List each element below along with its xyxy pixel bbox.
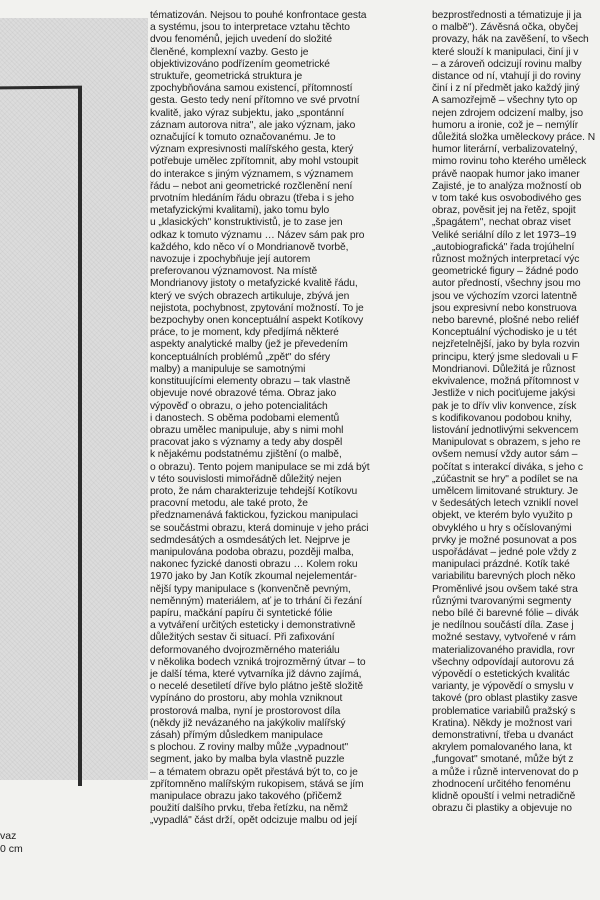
text-line: aspekty analytické malby (jež je převedením [150, 339, 348, 351]
artwork-chain-vertical [78, 86, 82, 786]
text-line: obrazu či plastiky a objevuje no [432, 803, 572, 815]
text-line: nakonec fyzické danosti obrazu … Kolem roku [150, 559, 358, 571]
artwork-photo [0, 18, 148, 780]
text-line: nebo barevné, plošné nebo reliéf [432, 315, 579, 327]
caption-line: 0 cm [0, 842, 23, 855]
text-line: v šedesátých letech vzniklí novel [432, 498, 579, 510]
text-line: zpochybňována samou existencí, přítomností [150, 83, 353, 95]
text-line: bezpochyby onen konceptuální aspekt Kotíkovy [150, 315, 364, 327]
text-line: význam expresivnosti malířského gesta, který [150, 144, 354, 156]
text-line: zpřítomněno malířským rukopisem, stává se jím [150, 778, 364, 790]
text-line: navozuje i zpochybňuje její autorem [150, 254, 311, 266]
text-line: konstituujícími elementy obrazu – tak vlastně [150, 376, 351, 388]
text-line: mimo rovinu toho kterého uměleck [432, 156, 587, 168]
text-line: a systému, jsou to interpretace vztahu těchto [150, 22, 350, 34]
text-line: možné sestavy, vytvořené v rám [432, 632, 576, 644]
text-line: různými tvarovanými segmenty [432, 595, 572, 607]
text-line: práce, to je moment, kdy předjímá některé [150, 327, 339, 339]
text-line: Kratina). Někdy je možnost vari [432, 717, 572, 729]
text-line: listování jednotlivými sekvencem [432, 424, 579, 436]
text-line: struktuře, geometrická struktura je [150, 71, 303, 83]
text-line: Proměnlivé jsou ovšem také stra [432, 583, 578, 595]
text-line: Mondrianovy jistoty o metafyzické kvalitě řádu, [150, 278, 358, 290]
text-line: a může i různě intervenovat do p [432, 766, 579, 778]
text-line: manipulace obrazu jako takového (přičemž [150, 791, 342, 802]
text-line: nejistota, pochybnost, zpytování možností. To je [150, 302, 364, 314]
text-line: problematice variabilů pražský s [432, 705, 576, 717]
text-line: akrylem pomalovaného lana, kt [432, 742, 572, 754]
text-line: Veliké seriální dílo z let 1973–19 [432, 229, 577, 241]
caption-line: vaz [0, 830, 17, 842]
text-line: k nějakému podstatnému zjištění (o malbě, [150, 449, 342, 461]
text-line: výpověď o obrazu, o jeho potencialitách [150, 400, 328, 412]
text-line: použití dalšího prvku, třeba řetízku, na němž [150, 803, 349, 815]
text-line: proto, že nám charakterizuje tehdejší Kotíkovu [150, 485, 358, 497]
text-line: malby) a manipuluje se samotnými [150, 363, 306, 375]
text-line: pracovat jako s významy a tedy aby dospěl [150, 437, 343, 449]
text-line: A samozřejmě – všechny tyto op [432, 95, 578, 107]
text-line: variabilitu barevných ploch něko [432, 571, 576, 583]
text-line: papíru, mačkání papíru či syntetické fólie [150, 607, 333, 619]
text-line: preferovanou významovost. Na místě [150, 266, 318, 278]
text-line: ovšem nemusí vždy autor sám – [432, 449, 578, 461]
text-line: označující k tomuto označovanému. Je to [150, 132, 336, 144]
text-line: 1970 jako by Jan Kotík zkoumal nejelementár- [150, 571, 357, 583]
text-line: nejen zdrojem odcizení malby, jso [432, 107, 584, 119]
text-line: Manipulovat s obrazem, s jeho re [432, 437, 581, 449]
text-line: pracovní metodu, ale také proto, že [150, 498, 308, 510]
text-line: autor předností, všechny jsou mo [432, 278, 581, 290]
text-line: segment, jako by malba byla vlastně puzzle [150, 754, 345, 766]
middle-text-column [150, 10, 420, 828]
text-line: obvyklého u hry s očíslovanými [432, 522, 572, 534]
text-line: v tom také kus osvobodivého ges [432, 193, 582, 205]
text-line: členěné, komplexní vazby. Gesto je [150, 46, 309, 58]
text-line: záznam autorova nitra", ale jako význam, jako [150, 119, 356, 131]
text-line: kvalitě, jako výraz subjektu, jako „spontánní [150, 107, 345, 119]
text-line: u „klasických" konstruktivistů, je to zase jen [150, 217, 343, 229]
text-line: Konceptuální východisko je u tét [432, 327, 577, 339]
text-line: je další téma, které vytvarníka již dávno zajímá, [150, 668, 362, 680]
text-line: provazy, hák na zavěšení, to všech [432, 34, 589, 46]
text-line: umělcem limitované struktury. Je [432, 485, 578, 497]
text-line: je nedílnou součástí díla. Zase j [432, 620, 574, 632]
text-line: jsou expresivní nebo konstruova [432, 302, 577, 314]
text-line: neměnným) materiálem, ať je to trhání či řezání [150, 595, 363, 607]
text-line: demonstrativní, třeba u dvanáct [432, 729, 574, 741]
text-line: manipulována podoba obrazu, později malba, [150, 546, 354, 558]
text-line: metafyzickými kvalitami), jako tomu bylo [150, 205, 330, 217]
text-line: i danostech. S oběma podobami elementů [150, 412, 340, 424]
text-line: činí i z ní předmět jako každý jiný [432, 83, 580, 95]
text-line: deformovaného dvojrozměrného materiálu [150, 644, 340, 656]
text-line: objekt, ve kterém bylo využito p [432, 510, 573, 522]
text-line: důležitých sestav či situací. Při zafixování [150, 632, 335, 644]
text-line: geometrické figury – žádné podo [432, 266, 579, 278]
text-line: zhodnocení určitého fenoménu [432, 778, 571, 790]
text-line: „autobiografická" řada trojúhelní [432, 241, 575, 253]
text-line: dvou fenoménů, jejich uvedení do složité [150, 34, 333, 46]
text-line: humoru a ironie, což je – nemýlír [432, 119, 579, 131]
text-line: Mondrianovi. Důležitá je různost [432, 363, 576, 375]
text-line: objektivizováno podřízením geometrické [150, 58, 330, 70]
text-line: materializovaného pravidla, rovr [432, 644, 575, 656]
text-line: principu, který jsme sledovali u F [432, 351, 578, 363]
text-line: uspořádávat – jedné pole vždy z [432, 546, 577, 558]
text-line: obrazu umělec manipuluje, aby s nimi mohl [150, 424, 344, 436]
text-line: Zajisté, je to analýza možností ob [432, 180, 582, 192]
text-line: konceptuálních problémů „zpět" do sféry [150, 351, 331, 363]
text-line: nejzřetelnější, jako by byla rozvin [432, 339, 580, 351]
text-line: – a zároveň odcizují rovinu malby [432, 58, 582, 70]
text-line: řádu – nebot ani geometrické rozčlenění není [150, 180, 353, 192]
text-line: zásah) přímým důsledkem manipulace [150, 729, 323, 741]
text-line: všechny odpovídají autorovu zá [432, 656, 574, 668]
text-line: každého, kdo něco ví o Mondrianově tvorbě, [150, 241, 349, 253]
text-line: které slouží k manipulaci, činí ji v [432, 46, 579, 58]
text-line: (někdy již nevázaného na jakýkoliv malířský [150, 717, 346, 729]
artwork-chain-horizontal [0, 86, 82, 90]
text-line: o obrazu). Tento pojem manipulace se mi zdá být [150, 461, 370, 473]
text-line: tématizován. Nejsou to pouhé konfrontace gesta [150, 10, 367, 21]
text-line: a vytváření určitých esteticky i demonstrativně [150, 620, 356, 632]
text-line: „fungovat" smotané, může být z [432, 754, 574, 766]
text-line: nější typy manipulace s (konvenčně pevným, [150, 583, 351, 595]
text-line: předznamenává faktickou, fyzickou manipulaci [150, 510, 358, 522]
text-line: prostorová malba, nyní je prostorovost díla [150, 705, 341, 717]
text-line: o malbě"). Závěsná očka, obyčej [432, 22, 578, 34]
text-line: varianty, je výpovědí o smyslu v [432, 681, 574, 693]
text-line: různost možných interpretací výc [432, 254, 580, 266]
text-line: odkaz k tomuto významu … Název sám pak pro [150, 229, 365, 241]
text-line: pak je to dřív vliv konvence, získ [432, 400, 577, 412]
text-line: s plochou. Z roviny malby může „vypadnout" [150, 742, 349, 754]
text-line: prvky je možné posunovat a pos [432, 534, 577, 546]
text-line: bezprostřednosti a tématizuje ji ja [432, 10, 582, 21]
text-line: do interakce s jiným významem, s významem [150, 168, 354, 180]
text-line: nebo bílé či barevné fólie – divák [432, 607, 579, 619]
text-line: humor literární, verbalizovatelný, [432, 144, 578, 156]
text-line: manipulaci prázdné. Kotík také [432, 559, 570, 571]
text-line: Jestliže v nich pociťujeme jakýsi [432, 388, 576, 400]
artwork-caption [0, 830, 60, 855]
text-line: se součástmi obrazu, která dominuje v jeho práci [150, 522, 369, 534]
text-line: potřebuje umělec zpřítomnit, aby mohl vstoupit [150, 156, 359, 168]
text-line: ekvivalence, možná přítomnost v [432, 376, 579, 388]
text-line: počítat s interakcí diváka, s jeho c [432, 461, 583, 473]
text-line: jsou ve výchozím vzorci latentně [432, 290, 578, 302]
text-line: důležitá složka uměleckovy práce. N [432, 132, 596, 144]
text-line: obraz, pověsit jej na řetěz, spojit [432, 205, 576, 217]
text-line: který ve svých obrazech artikuluje, zbývá jen [150, 290, 350, 302]
text-line: distance od ní, vtahují ji do roviny [432, 71, 581, 83]
text-line: klidně opouští i velmi netradičně [432, 791, 576, 802]
text-line: s kodifikovanou podobou knihy, [432, 412, 572, 424]
text-line: prvotním hledáním řádu obrazu (třeba i s jeho [150, 193, 354, 205]
text-line: vypínáno do prostoru, aby mohla vzniknout [150, 693, 343, 705]
text-line: „zúčastnit se hry" a podílet se na [432, 473, 578, 485]
text-line: právě naopak humor jako imaner [432, 168, 580, 180]
text-line: v několika bodech vzniká trojrozměrný útvar – to [150, 656, 366, 668]
text-line: sedmdesátých a osmdesátých let. Nejprve je [150, 534, 351, 546]
text-line: výpovědí o estetických kvalitác [432, 668, 570, 680]
text-line: gesta. Gesto tedy není přítomno ve své prvotní [150, 95, 360, 107]
text-line: v této souvislosti mimořádně důležitý nejen [150, 473, 342, 485]
text-line: – a tématem obrazu opět přestává být to, co je [150, 766, 358, 778]
text-line: objevuje nové obrazové téma. Obraz jako [150, 388, 337, 400]
text-line: o necelé desetiletí dříve bylo plátno ještě složitě [150, 681, 363, 693]
text-line: „vypadlá" část drží, opět odcizuje malbu od její [150, 815, 358, 827]
text-line: takové (pro oblast plastiky zasve [432, 693, 578, 705]
right-text-column [432, 10, 600, 815]
text-line: „špagátem", nechat obraz viset [432, 217, 571, 229]
